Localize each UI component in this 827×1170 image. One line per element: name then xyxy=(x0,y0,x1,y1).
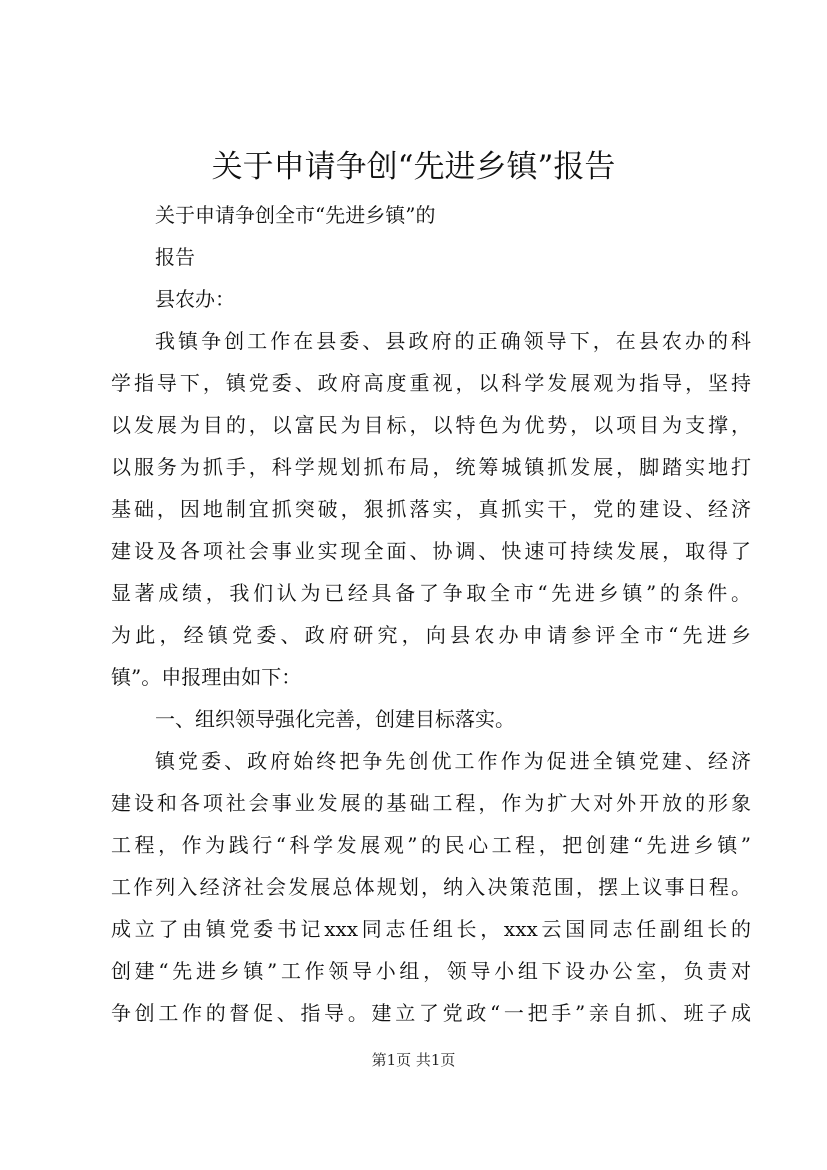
page-number-footer: 第1页 共1页 xyxy=(371,1051,456,1069)
paragraph-line: 镇党委、政府始终把争先创优工作作为促进全镇党建、经济 xyxy=(155,749,751,773)
paragraph-line: 争创工作的督促、指导。建立了党政“一把手”亲自抓、班子成 xyxy=(111,1001,751,1025)
subtitle-line-1: 关于申请争创全市“先进乡镇”的 xyxy=(155,203,436,227)
section-heading: 一、组织领导强化完善，创建目标落实。 xyxy=(155,707,515,731)
paragraph-line: 基础，因地制宜抓突破，狠抓落实，真抓实干，党的建设、经济 xyxy=(111,497,751,521)
paragraph-line: 为此，经镇党委、政府研究，向县农办申请参评全市“先进乡 xyxy=(111,623,751,647)
paragraph-line: 学指导下，镇党委、政府高度重视，以科学发展观为指导，坚持 xyxy=(111,371,751,395)
salutation: 县农办： xyxy=(155,287,235,311)
paragraph-line: 建设及各项社会事业实现全面、协调、快速可持续发展，取得了 xyxy=(111,539,751,563)
paragraph-line: 工程，作为践行“科学发展观”的民心工程，把创建“先进乡镇” xyxy=(111,833,751,857)
paragraph-line: 镇”。申报理由如下： xyxy=(111,665,302,689)
paragraph-line: 以服务为抓手，科学规划抓布局，统筹城镇抓发展，脚踏实地打 xyxy=(111,455,751,479)
paragraph-line: 工作列入经济社会发展总体规划，纳入决策范围，摆上议事日程。 xyxy=(111,875,751,899)
subtitle-line-2: 报告 xyxy=(155,245,195,269)
paragraph-line: 显著成绩，我们认为已经具备了争取全市“先进乡镇”的条件。 xyxy=(111,581,751,605)
paragraph-line: 以发展为目的，以富民为目标，以特色为优势，以项目为支撑， xyxy=(111,413,751,437)
paragraph-line: 我镇争创工作在县委、县政府的正确领导下，在县农办的科 xyxy=(155,329,751,353)
paragraph-line: 建设和各项社会事业发展的基础工程，作为扩大对外开放的形象 xyxy=(111,791,751,815)
paragraph-line: 创建“先进乡镇”工作领导小组，领导小组下设办公室，负责对 xyxy=(111,959,751,983)
paragraph-line: 成立了由镇党委书记xxx同志任组长，xxx云国同志任副组长的 xyxy=(111,917,751,941)
document-title: 关于申请争创“先进乡镇”报告 xyxy=(211,149,616,185)
